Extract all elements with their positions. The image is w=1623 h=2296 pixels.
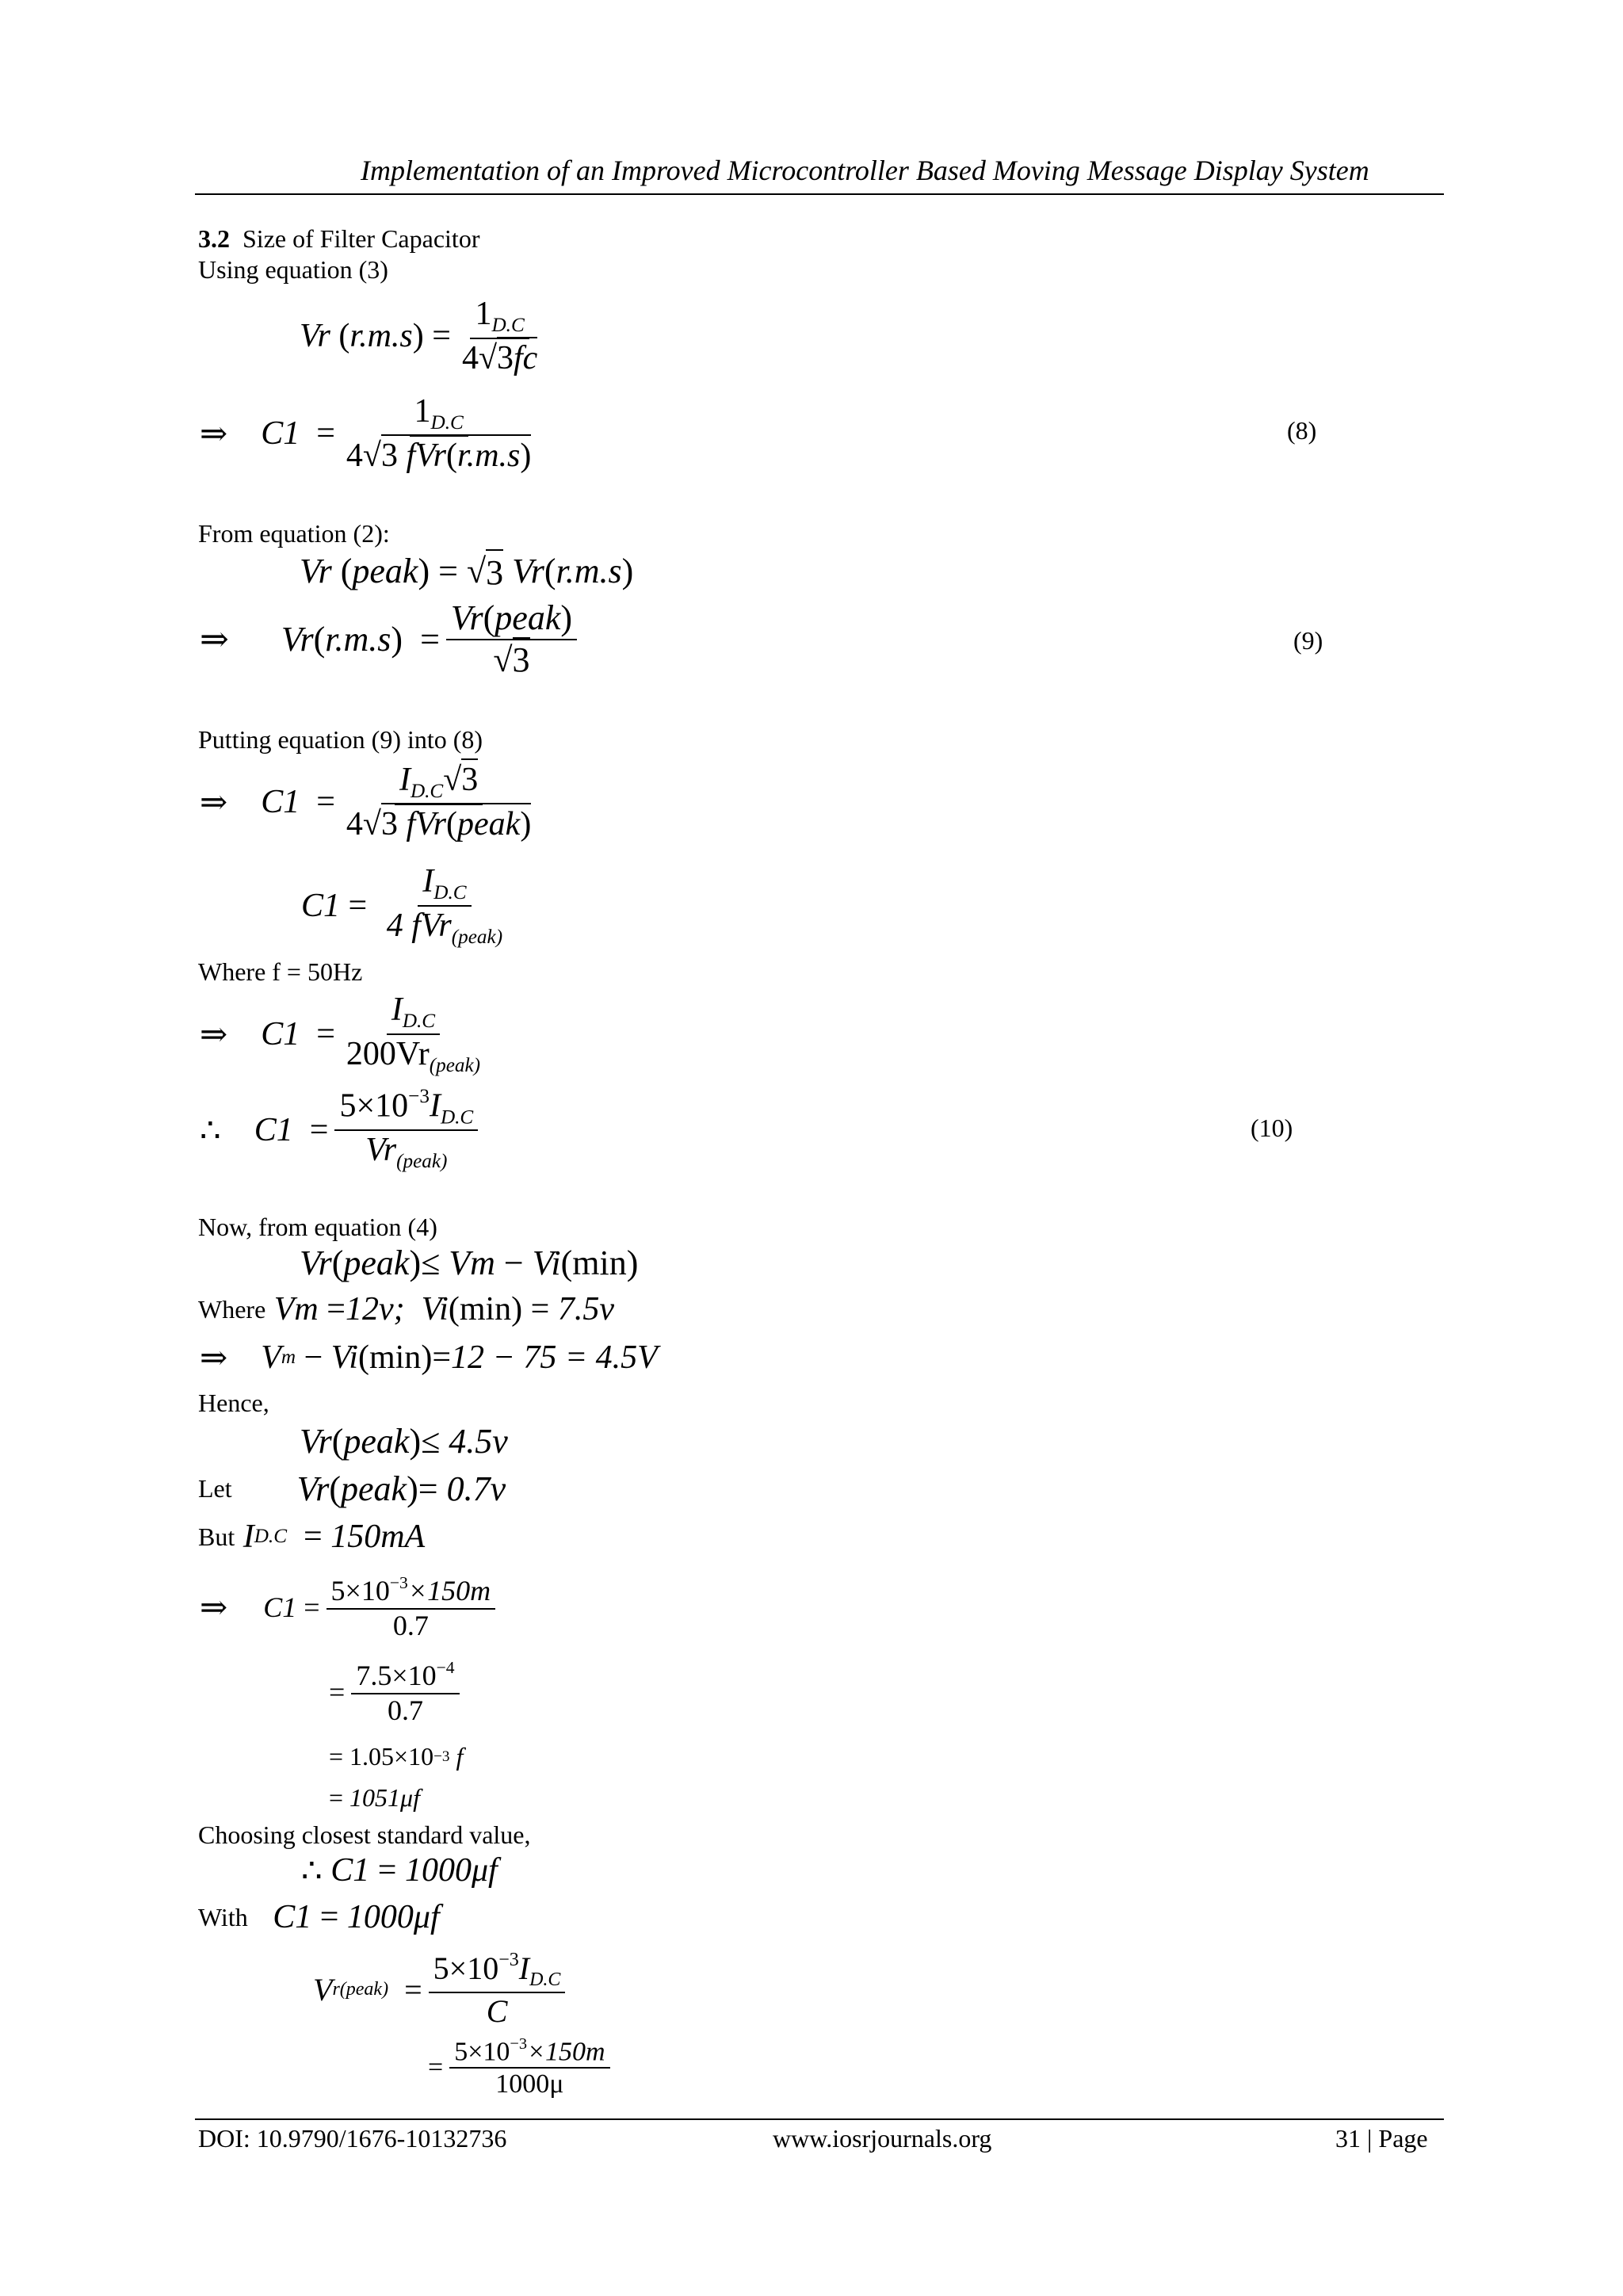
text-using-eq3: Using equation (3) [198,255,388,284]
fraction: $\frac{5\times 10^{-3}I_{D.C}}{Vr_{(peak)}}$ [334,1086,478,1174]
fraction: $\frac{I_{D.C}}{4 fVr_{(peak)}}$ [386,863,503,948]
equation-8: ⇒ C1 = $\frac{1_{D.C}}{\text{4√3 fVr(r.m.s)}}$ [200,392,542,475]
equation-vr-peak: Vr ( peak ) = √ 3 Vr ( r.m.s ) [300,549,633,593]
section-heading [198,224,479,254]
equation-number-8: (8) [1287,416,1317,445]
equation-c1-step2: = $\frac{7.5\times 10^{-4}}{0.7}$ [329,1658,466,1727]
footer-url: www.iosrjournals.org [773,2124,992,2153]
equation-vr-inequality: Vr ( peak ) ≤ Vm − Vi ( min ) [300,1244,639,1282]
equation-c1-step3: = 1.05×10 −3 f [329,1742,464,1771]
section-number: 3.2 [198,224,230,253]
equation-c1-simplified: C1 = $\frac{I_{D.C}}{4 fVr_{(peak)}}$ [301,862,514,949]
fraction: $\frac{5\times 10^{-3}\times 150m}{0.7}$ [327,1573,496,1642]
footer-divider [195,2118,1444,2120]
section-title: Size of Filter Capacitor [242,224,480,253]
running-header-title: Implementation of an Improved Microcontroller Based Moving Message Display System [361,155,1369,186]
equation-vr-peak-numeric: = $\frac{5\times 10^{-3}\times 150m}{1000\mu}$ [428,2035,617,2099]
fraction: $\frac{I_{D.C}√3}{\text{4√3 fVr(peak)}}$ [342,761,536,843]
equation-c1-substituted: ⇒ C1 = $\frac{I_{D.C}√3}{\text{4√3 fVr(peak)}}$ [200,761,542,843]
fraction: $\frac{5\times 10^{-3}\times 150m}{1000\mu}$ [449,2035,609,2099]
equation-difference: ⇒ V m − Vi ( min ) = 12 − 75 = 4.5V [200,1339,658,1377]
footer-page-number: 31 | Page [1335,2124,1428,2153]
text-from-eq2: From equation (2): [198,519,390,548]
equation-number-10: (10) [1251,1114,1293,1142]
equation-c1-200: ⇒ C1 = $\frac{I_{D.C}}{200Vr_{(peak)}}$ [200,991,491,1078]
fraction: $\frac{5\times 10^{-3}I_{D.C}}{C}$ [429,1950,566,2030]
equation-with-c1: With C1 = 1000μf [198,1899,440,1935]
equation-but-idc: But I D.C = 150mA [198,1519,426,1555]
equation-9: ⇒ Vr ( r.m.s ) = $\frac{\text{Vr(peak)}}{√3}$ [200,598,583,680]
fraction: $\frac{7.5\times 10^{-4}}{0.7}$ [351,1658,459,1727]
header-divider [195,193,1444,195]
footer-doi: DOI: 10.9790/1676-10132736 [198,2124,507,2153]
equation-c1-step4: = 1051μf [329,1783,420,1812]
text-where-f: Where f = 50Hz [198,957,363,986]
fraction: $\frac{1_{D.C}}{4√3fc}$ [461,296,538,376]
equation-c1-chosen: ∴ C1 = 1000μf [301,1852,498,1889]
equation-vr-rms: Vr ( r.m.s ) = $\frac{1_{D.C}}{4√3fc}$ [300,295,548,377]
fraction: $\frac{1_{D.C}}{\text{4√3 fVr(r.m.s)}}$ [346,393,532,474]
equation-vr-bound: Vr ( peak ) ≤ 4.5v [300,1422,508,1461]
fraction: $\frac{I_{D.C}}{200Vr_{(peak)}}$ [346,991,481,1076]
equation-number-9: (9) [1293,626,1323,655]
text-now-eq4: Now, from equation (4) [198,1213,437,1241]
equation-let-vr: Let Vr ( peak ) = 0.7v [198,1469,506,1508]
equation-where-values: Where Vm = 12v; Vi ( min ) = 7.5v [198,1291,614,1328]
fraction: $\frac{\text{Vr(peak)}}{√3}$ [446,598,577,680]
text-hence: Hence, [198,1389,269,1417]
text-putting: Putting equation (9) into (8) [198,725,483,754]
equation-vr-peak-final: V r(peak) = $\frac{5\times 10^{-3}I_{D.C}}{C}$ [313,1950,571,2030]
equation-10: ∴ C1 = $\frac{5\times 10^{-3}I_{D.C}}{Vr_{(peak)}}$ [200,1086,484,1174]
text-choosing: Choosing closest standard value, [198,1820,531,1849]
equation-c1-numeric: ⇒ C1 = $\frac{5\times 10^{-3}\times 150m}{0.7}$ [200,1573,502,1642]
